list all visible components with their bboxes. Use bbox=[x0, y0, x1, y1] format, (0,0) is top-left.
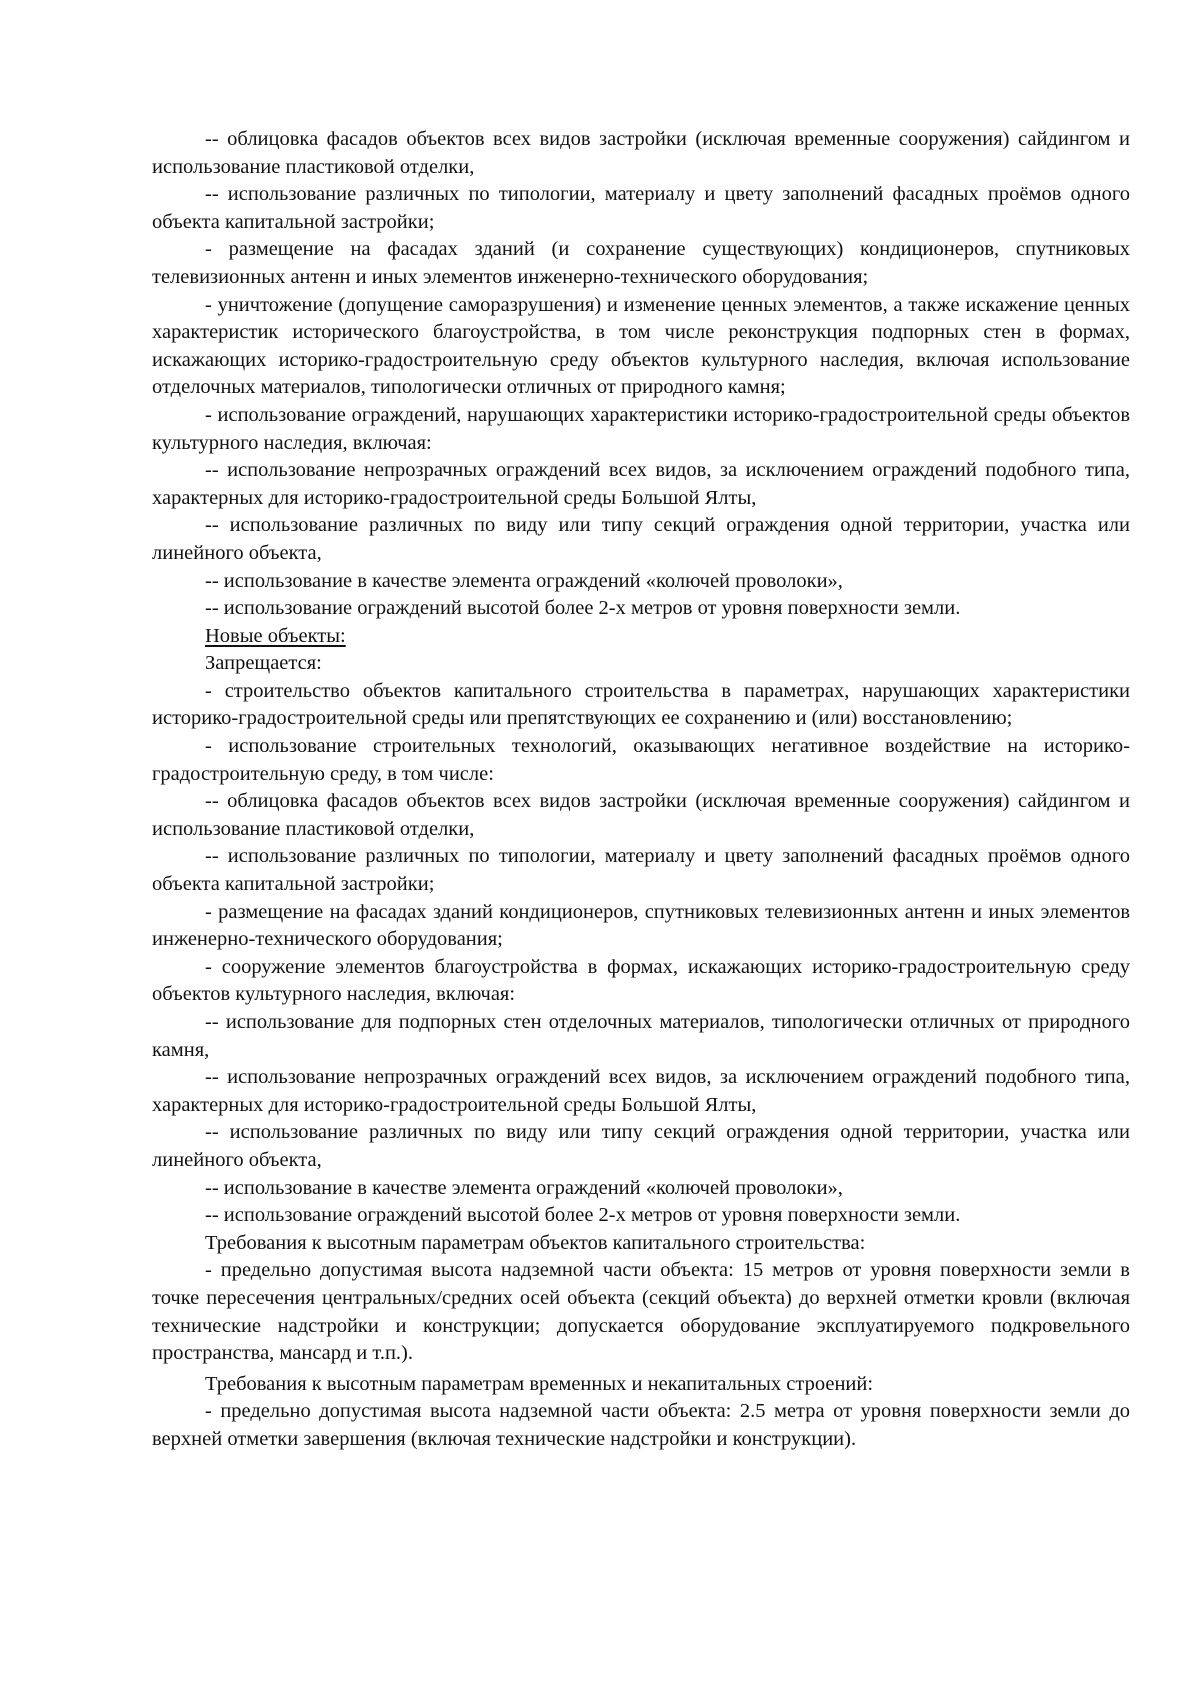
paragraph-fences-intro: - использование ограждений, нарушающих характеристики историко-градостроительной среды объектов культурного наследия, включая: bbox=[152, 403, 1130, 454]
paragraph-fence-height-new: -- использование ограждений высотой более 2-х метров от уровня поверхности земли. bbox=[205, 1204, 961, 1227]
paragraph-barbed-wire-new: -- использование в качестве элемента ограждений «колючей проволоки», bbox=[205, 1176, 843, 1199]
paragraph-siding-ban: -- облицовка фасадов объектов всех видов застройки (исключая временные сооружения) сайдингом и использование пластиковой отделки, bbox=[152, 128, 1130, 178]
paragraph-capital-height-limit: - предельно допустимая высота надземной части объекта: 15 метров от уровня поверхности земли в точке пересечения центральных/средних осей объекта (секций объекта) до верхней отметки кровли (включая технические надстройки и конструкции; допускается оборудование эксплуатируемого подкровельного пространства, мансард и т.п.). bbox=[152, 1259, 1130, 1365]
paragraph-barbed-wire: -- использование в качестве элемента ограждений «колючей проволоки», bbox=[205, 569, 843, 592]
paragraph-siding-ban-new: -- облицовка фасадов объектов всех видов застройки (исключая временные сооружения) сайдингом и использование пластиковой отделки, bbox=[152, 790, 1130, 840]
paragraph-opening-fills: -- использование различных по типологии, материалу и цвету заполнений фасадных проёмов одного объекта капитальной застройки; bbox=[152, 183, 1130, 233]
paragraph-destruction-ban: - уничтожение (допущение саморазрушения) и изменение ценных элементов, а также искажение ценных характеристик исторического благоустройства, в том числе реконструкция подпорных стен в формах, искажающих историко-градостроительную среду объектов культурного наследия, включая использование отделочных материалов, типологически отличных от природного камня; bbox=[152, 293, 1130, 399]
paragraph-facade-equipment: - размещение на фасадах зданий (и сохранение существующих) кондиционеров, спутниковых телевизионных антенн и иных элементов инженерно-технического оборудования; bbox=[152, 238, 1130, 288]
paragraph-prohibited: Запрещается: bbox=[205, 652, 322, 675]
paragraph-landscaping-intro: - сооружение элементов благоустройства в формах, искажающих историко-градостроительную среду объектов культурного наследия, включая: bbox=[152, 955, 1130, 1006]
paragraph-opaque-fences: -- использование непрозрачных ограждений всех видов, за исключением ограждений подобного типа, характерных для историко-градостроительной среды Большой Ялты, bbox=[152, 459, 1130, 509]
paragraph-facade-equipment-new: - размещение на фасадах зданий кондиционеров, спутниковых телевизионных антенн и иных элементов инженерно-технического оборудования; bbox=[152, 900, 1130, 951]
paragraph-fence-height: -- использование ограждений высотой более 2-х метров от уровня поверхности земли. bbox=[205, 597, 961, 620]
paragraph-opaque-fences-new: -- использование непрозрачных ограждений всех видов, за исключением ограждений подобного типа, характерных для историко-градостроительной среды Большой Ялты, bbox=[152, 1066, 1130, 1116]
paragraph-opening-fills-new: -- использование различных по типологии, материалу и цвету заполнений фасадных проёмов одного объекта капитальной застройки; bbox=[152, 845, 1130, 896]
paragraph-temporary-height-limit: - предельно допустимая высота надземной части объекта: 2.5 метра от уровня поверхности земли до верхней отметки завершения (включая технические надстройки и конструкции). bbox=[152, 1400, 1130, 1450]
paragraph-fence-sections: -- использование различных по виду или типу секций ограждения одной территории, участка или линейного объекта, bbox=[152, 514, 1130, 564]
paragraph-building-technologies: - использование строительных технологий, оказывающих негативное воздействие на историко-градостроительную среду, в том числе: bbox=[152, 735, 1130, 785]
paragraph-temporary-height-heading: Требования к высотным параметрам временных и некапитальных строений: bbox=[205, 1372, 874, 1395]
paragraph-construction-params: - строительство объектов капитального строительства в параметрах, нарушающих характеристики историко-градостроительной среды или препятствующих ее сохранению и (или) восстановлению; bbox=[152, 679, 1130, 730]
paragraph-retaining-walls: -- использование для подпорных стен отделочных материалов, типологически отличных от природного камня, bbox=[152, 1011, 1130, 1061]
document-page bbox=[152, 126, 1130, 1454]
section-heading-new-objects-text: Новые объекты: bbox=[205, 624, 346, 647]
paragraph-fence-sections-new: -- использование различных по виду или типу секций ограждения одной территории, участка или линейного объекта, bbox=[152, 1121, 1130, 1171]
paragraph-capital-height-heading: Требования к высотным параметрам объектов капитального строительства: bbox=[205, 1231, 866, 1254]
section-heading-new-objects bbox=[152, 623, 1130, 651]
